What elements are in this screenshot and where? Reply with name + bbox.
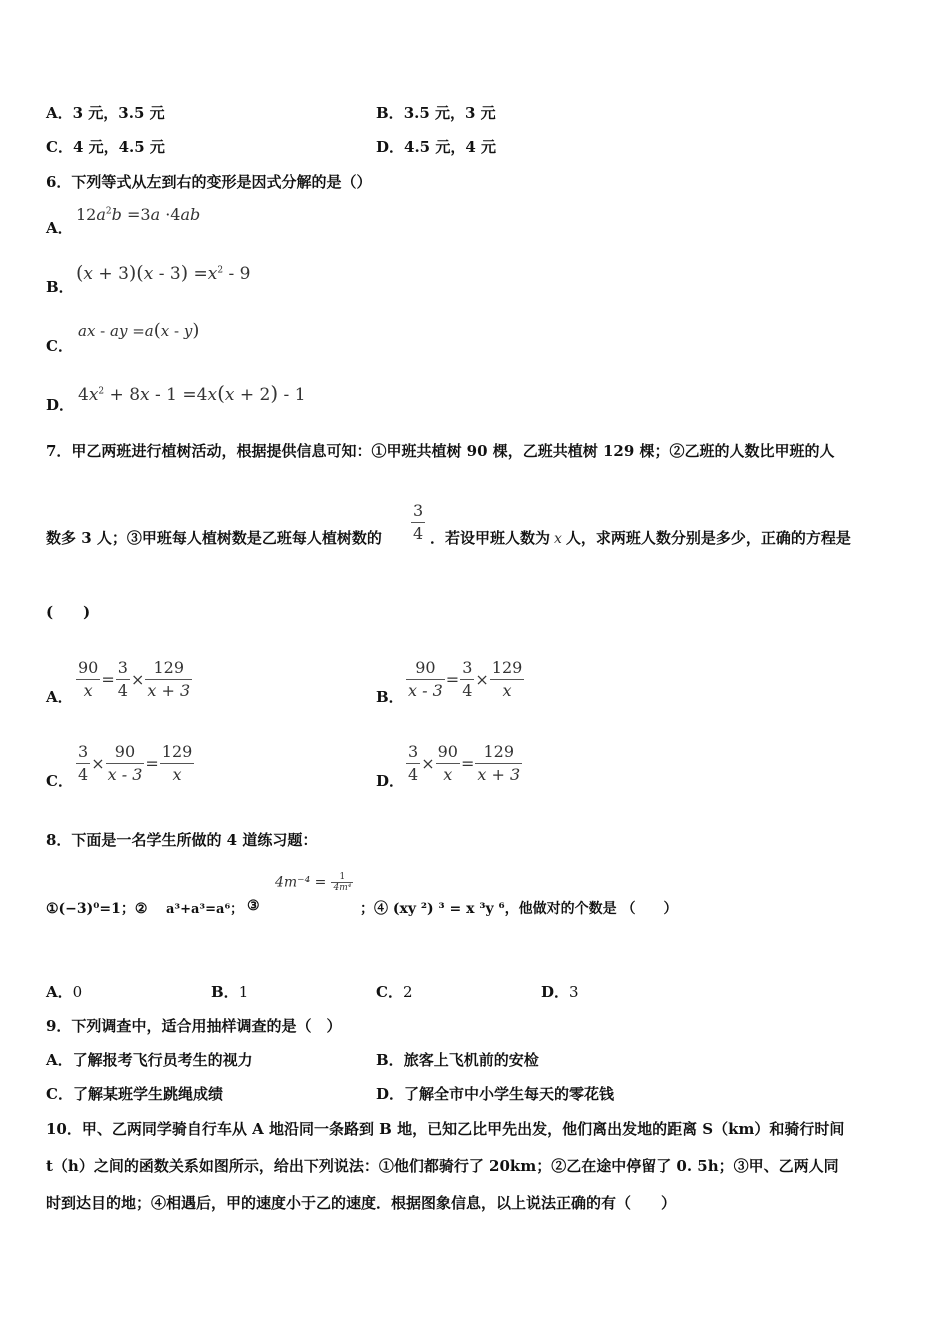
numerator: 1 (331, 872, 353, 883)
option-letter: A． (46, 104, 73, 122)
q8-item-2: a³+a³=a⁶； (166, 902, 244, 917)
option-text: 3 元，3.5 元 (72, 104, 165, 122)
option-text: 2 (402, 983, 413, 1001)
q5-option-d (376, 136, 496, 157)
numerator: 3 (76, 741, 90, 764)
denominator: x (502, 681, 512, 700)
q6-option-c-formula: ax - ay =a(x - y) (78, 320, 200, 341)
q8-item-3-mark: ③ (247, 898, 260, 914)
option-text: 3.5 元，3 元 (403, 104, 496, 122)
q7-answer-paren: ( ) (46, 603, 91, 621)
option-letter: A． (46, 983, 73, 1001)
q7-option-c-letter: C． (46, 772, 73, 790)
numerator: 90 (436, 741, 460, 764)
q8-item-1: ①(−3)⁰=1；② (46, 901, 148, 917)
option-text: 了解报考飞行员考生的视力 (72, 1051, 253, 1069)
q5-option-b (376, 102, 496, 123)
q10-stem-line3: 时到达目的地；④相遇后，甲的速度小于乙的速度．根据图象信息，以上说法正确的有（ ） (46, 1194, 677, 1212)
q7-option-d-formula: $\frac{3}{4}$ × $\frac{90}{x}$ = $\frac{129}{x + 3}$ (408, 742, 521, 784)
q6-option-b-formula: $(x + 3)(x - 3) =x^2 - 9$ (76, 262, 251, 284)
denominator: x (172, 765, 182, 784)
q10-stem-line2: t（h）之间的函数关系如图所示，给出下列说法：①他们都骑行了 20km；②乙在途中停留了 0. 5h；③甲、乙两人同 (46, 1157, 839, 1175)
denominator: x - 3 (107, 765, 143, 784)
q8-option-d (541, 981, 579, 1002)
q7-stem-text: 人，求两班人数分别是多少，正确的方程是 (565, 529, 851, 547)
option-letter: D． (376, 1085, 405, 1103)
q7-stem-line1: 7．甲乙两班进行植树活动，根据提供信息可知：①甲班共植树 90 棵，乙班共植树 129 棵；②乙班的人数比甲班的人 (46, 442, 835, 460)
q7-stem-line2a: 数多 3 人；③甲班每人植树数是乙班每人植树数的 (46, 529, 382, 547)
q7-variable: x (554, 531, 562, 547)
q9-option-b (376, 1049, 539, 1070)
q8-option-c (376, 981, 413, 1002)
numerator: 3 (406, 741, 420, 764)
numerator: 90 (76, 657, 100, 680)
q7-option-b-letter: B． (376, 688, 404, 706)
q9-option-c (46, 1083, 223, 1104)
q6-option-d-formula: $4x^2 + 8x - 1 =4x(x + 2) - 1$ (78, 381, 306, 405)
denominator: x (83, 681, 93, 700)
denominator: x + 3 (147, 681, 191, 700)
denominator: 4 (462, 681, 473, 700)
q5-option-c (46, 136, 165, 157)
q8-option-b (211, 981, 248, 1002)
q8-option-a (46, 981, 82, 1002)
denominator: 4 (117, 681, 128, 700)
numerator: 3 (460, 657, 474, 680)
option-text: 旅客上飞机前的安检 (403, 1051, 539, 1069)
q7-option-a-formula: $\frac{90}{x}$ = $\frac{3}{4}$ × $\frac{129}{x + 3}$ (78, 658, 191, 700)
option-letter: C． (46, 1085, 73, 1103)
q7-option-a-letter: A． (46, 688, 73, 706)
q9-option-d (376, 1083, 614, 1104)
q6-stem: 6．下列等式从左到右的变形是因式分解的是（） (46, 173, 372, 191)
q8-stem: 8．下面是一名学生所做的 4 道练习题： (46, 831, 318, 849)
q10-stem-line1: 10．甲、乙两同学骑自行车从 A 地沿同一条路到 B 地，已知乙比甲先出发，他们离出发地的距离 S（km）和骑行时间 (46, 1120, 845, 1138)
q6-option-d-letter: D． (46, 396, 75, 414)
option-letter: B． (376, 1051, 404, 1069)
q7-option-d-letter: D． (376, 772, 405, 790)
option-text: 3 (569, 983, 579, 1001)
option-text: 1 (238, 983, 249, 1001)
denominator: 4 (408, 765, 419, 784)
denominator: x (443, 765, 453, 784)
q7-fraction-three-quarters (411, 500, 425, 545)
q8-item-4: ；④ (xy ²) ³ = x ³y ⁶，他做对的个数是 （ ） (360, 901, 678, 917)
option-text: 了解全市中小学生每天的零花钱 (404, 1085, 615, 1103)
option-letter: D． (541, 983, 570, 1001)
numerator: 129 (145, 657, 192, 680)
option-letter: B． (376, 104, 404, 122)
option-letter: C． (46, 138, 73, 156)
numerator: 129 (160, 741, 195, 764)
denominator: x + 3 (477, 765, 521, 784)
q6-option-a-formula: $12a^2b =3a \cdot 4ab$ (76, 205, 201, 224)
q9-option-a (46, 1049, 253, 1070)
option-letter: D． (376, 138, 405, 156)
option-letter: A． (46, 1051, 73, 1069)
q9-stem: 9．下列调查中，适合用抽样调查的是（ ） (46, 1017, 342, 1035)
frac-denominator: 4 (413, 524, 424, 543)
denominator: 4m⁴ (333, 883, 352, 893)
option-text: 4 元，4.5 元 (72, 138, 165, 156)
q6-option-b-letter: B． (46, 278, 74, 296)
q6-option-a-letter: A． (46, 219, 73, 237)
numerator: 129 (475, 741, 522, 764)
q8-item-3-formula (275, 872, 353, 893)
q7-option-c-formula: $\frac{3}{4}$ × $\frac{90}{x - 3}$ = $\frac{129}{x}$ (78, 742, 193, 784)
numerator: 3 (116, 657, 130, 680)
option-letter: B． (211, 983, 239, 1001)
option-letter: C． (376, 983, 403, 1001)
option-text: 了解某班学生跳绳成绩 (72, 1085, 223, 1103)
numerator: 129 (490, 657, 525, 680)
denominator: x - 3 (408, 681, 443, 700)
formula-lhs: 4m⁻⁴ = (275, 874, 327, 891)
frac-numerator: 3 (411, 500, 425, 523)
q7-stem-text: ．若设甲班人数为 (430, 529, 551, 547)
numerator: 90 (406, 657, 445, 680)
q5-option-a (46, 102, 165, 123)
denominator: 4 (78, 765, 89, 784)
q6-option-c-letter: C． (46, 337, 73, 355)
numerator: 90 (106, 741, 145, 764)
option-text: 4.5 元，4 元 (404, 138, 496, 156)
q7-option-b-formula: $\frac{90}{x - 3}$ = $\frac{3}{4}$ × $\frac{129}{x}$ (408, 658, 523, 700)
option-text: 0 (72, 983, 83, 1001)
q7-stem-line2b (430, 527, 851, 548)
